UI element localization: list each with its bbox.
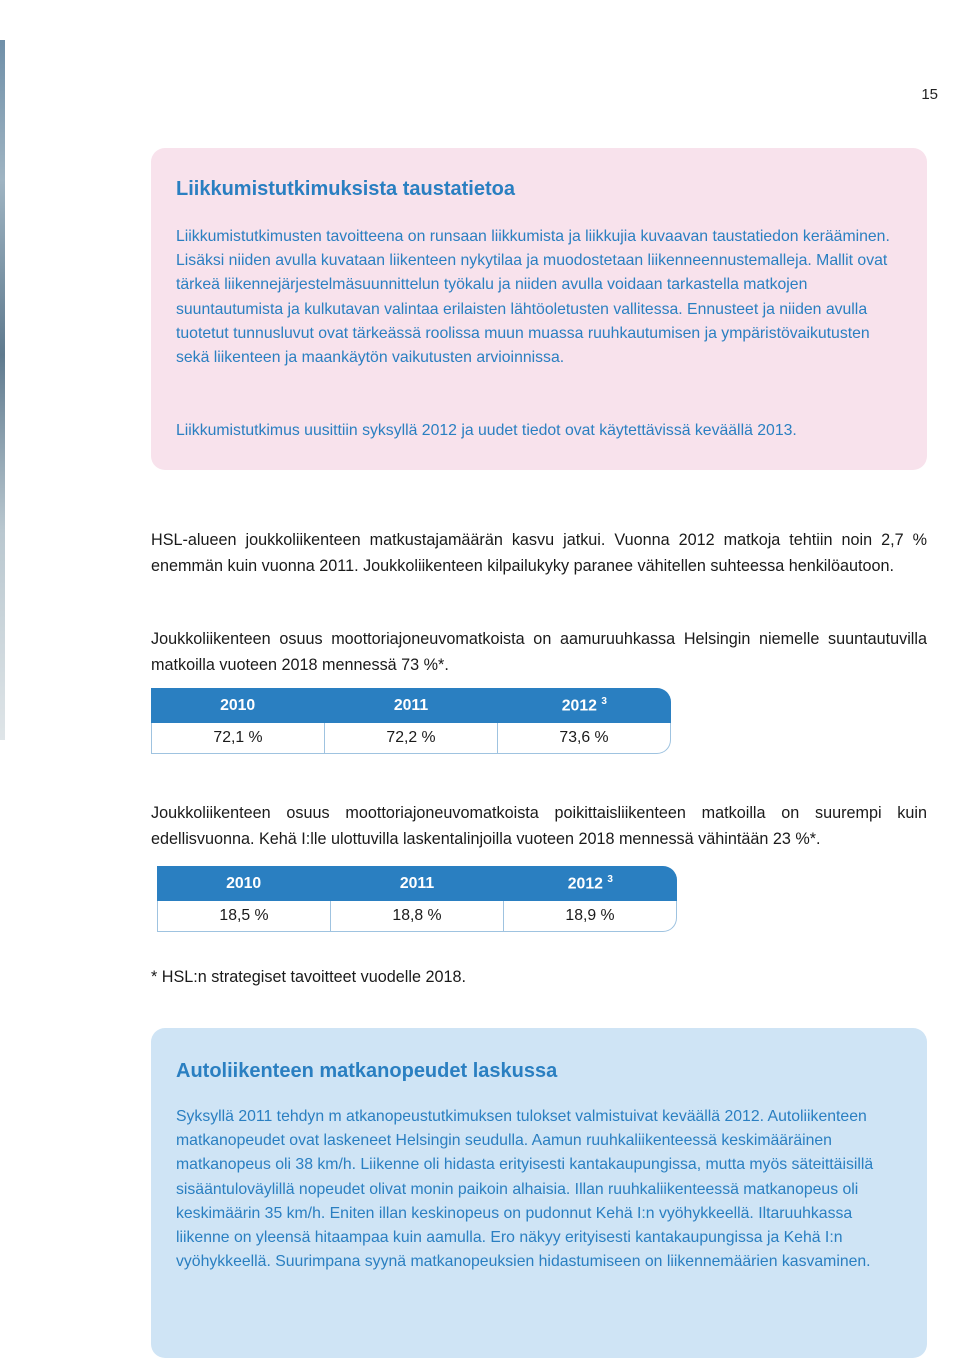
table-header-row bbox=[151, 688, 671, 723]
share-table-cross-traffic bbox=[157, 866, 677, 932]
year-header: 2010 bbox=[226, 874, 262, 892]
table-cell: 73,6 % bbox=[497, 723, 670, 753]
table-value-row bbox=[157, 901, 677, 932]
year-header: 2012 $^3$ bbox=[561, 695, 607, 715]
table-header-row bbox=[157, 866, 677, 901]
table-cell: 18,5 % bbox=[219, 907, 269, 924]
footnote-ref: 3 bbox=[607, 873, 613, 885]
footnote-ref: 3 bbox=[601, 695, 607, 707]
table-cell: 72,1 % bbox=[213, 729, 263, 746]
year-header: 2011 bbox=[393, 696, 429, 714]
year-header: 2011 bbox=[399, 874, 435, 892]
footnote: * HSL:n strategiset tavoitteet vuodelle 2018. bbox=[151, 968, 466, 986]
body-paragraph: Joukkoliikenteen osuus moottoriajoneuvomatkoista on aamuruuhkassa Helsingin niemelle suuntautuvilla matkoilla vuoteen 2018 mennessä 73 %*. bbox=[151, 630, 927, 674]
table-cell: 18,8 % bbox=[330, 901, 503, 931]
page-number: 15 bbox=[921, 86, 938, 103]
year-header: 2012 $^3$ bbox=[567, 873, 613, 893]
table-cell: 72,2 % bbox=[324, 723, 497, 753]
info-box-background bbox=[151, 148, 927, 470]
info-box-paragraph: Liikkumistutkimus uusittiin syksyllä 2012 ja uudet tiedot ovat käytettävissä keväällä 2013. bbox=[176, 422, 797, 439]
info-box-title: Liikkumistutkimuksista taustatietoa bbox=[176, 178, 515, 200]
year-header: 2010 bbox=[220, 696, 256, 714]
share-table-helsinki bbox=[151, 688, 671, 754]
table-value-row bbox=[151, 723, 671, 754]
info-box-paragraph: Liikkumistutkimusten tavoitteena on runsaan liikkumista ja liikkujia kuvaavan taustatiedon kerääminen. Lisäksi niiden avulla kuvataan liikenteen nykytilaa ja muodostetaan liikenneennustemalleja. Mallit ovat tärkeä liikennejärjestelmäsuunnittelun työkalu ja niiden avulla voidaan tarkastella matkojen suuntautumista ja kulkutavan valintaa erilaisten lähtöoletusten vallitessa. Ennusteet ja niiden avulla tuotetut tunnusluvut ovat tärkeässä roolissa muun muassa ruuhkautumisen ja ympäristövaikutusten sekä liikenteen ja maankäytön vaikutusten arvioinnissa. bbox=[176, 228, 890, 367]
table-cell: 18,9 % bbox=[503, 901, 676, 931]
body-paragraph: HSL-alueen joukkoliikenteen matkustajamäärän kasvu jatkui. Vuonna 2012 matkoja tehtiin noin 2,7 % enemmän kuin vuonna 2011. Joukkoliikenteen kilpailukyky paranee vähitellen suhteessa henkilöautoon. bbox=[151, 531, 927, 575]
body-paragraph: Joukkoliikenteen osuus moottoriajoneuvomatkoista poikittaisliikenteen matkoilla on suurempi kuin edellisvuonna. Kehä I:lle ulottuvilla laskentalinjoilla vuoteen 2018 mennessä vähintään 23 %*. bbox=[151, 804, 927, 848]
edge-photo-strip bbox=[0, 40, 5, 740]
info-box-paragraph: Syksyllä 2011 tehdyn m atkanopeustutkimuksen tulokset valmistuivat keväällä 2012. Autoliikenteen matkanopeudet ovat laskeneet Helsingin seudulla. Aamun ruuhkaliikenteessä keskimääräinen matkanopeus oli 38 km/h. Liikenne oli hidasta erityisesti kantakaupungissa, mutta myös säteittäisillä sisääntuloväylillä nopeudet olivat monin paikoin alhaisia. Illan ruuhkaliikenteessä matkanopeus oli keskimäärin 35 km/h. Eniten illan keskinopeus on pudonnut Kehä I:n vyöhykkeellä. Iltaruuhkassa liikenne on yleensä hitaampaa kuin aamulla. Ero näkyy erityisesti kantakaupungissa ja Kehä I:n vyöhykkeellä. Suurimpana syynä matkanopeuksien hidastumiseen on liikennemäärien kasvaminen. bbox=[176, 1108, 874, 1271]
info-box-background bbox=[151, 1028, 927, 1358]
info-box-title: Autoliikenteen matkanopeudet laskussa bbox=[176, 1060, 558, 1082]
